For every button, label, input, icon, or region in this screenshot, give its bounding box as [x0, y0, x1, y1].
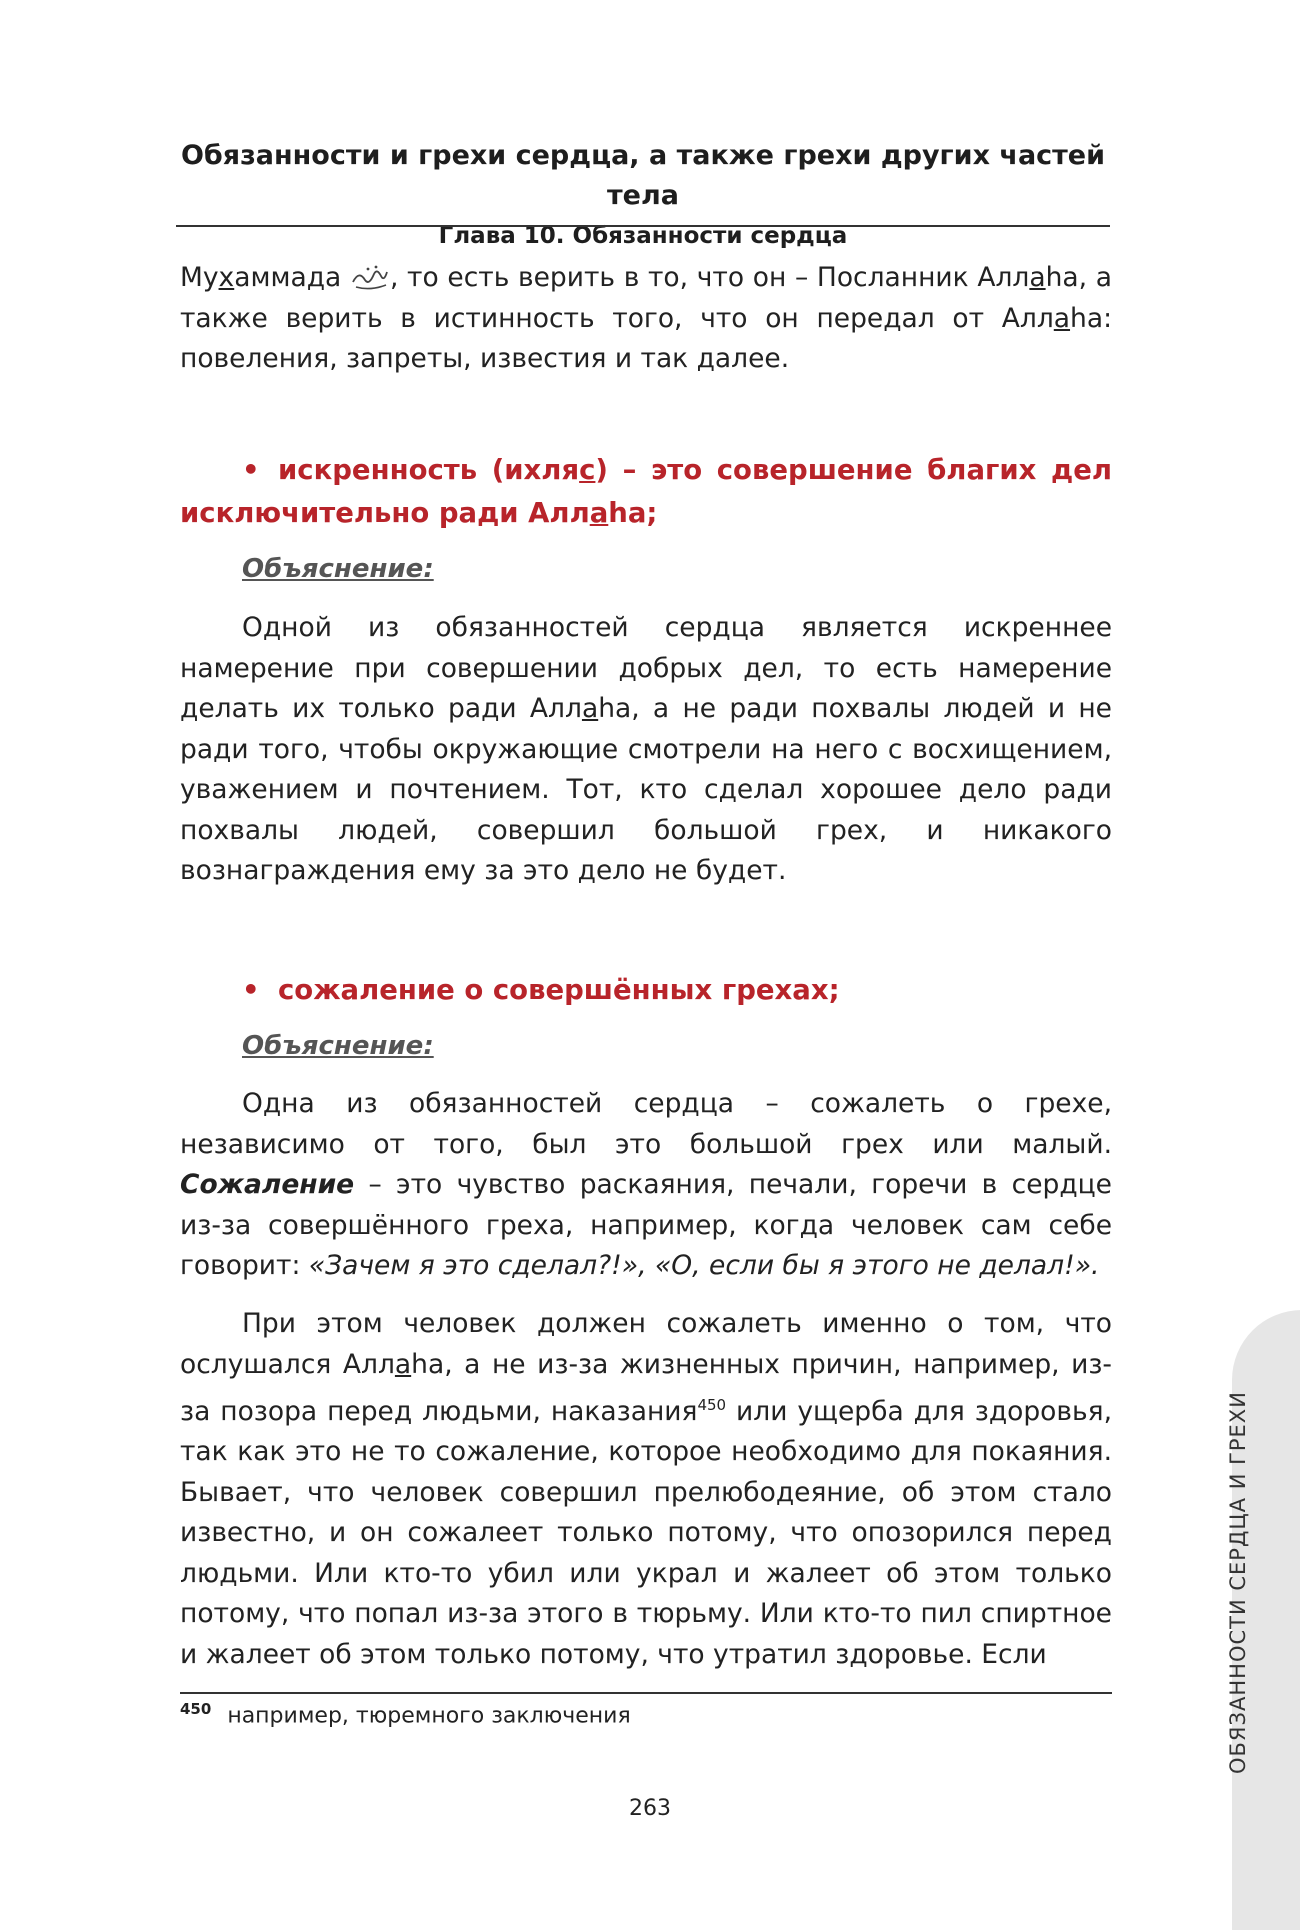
section-heading-regret: • сожаление о совершённых грехах;: [180, 969, 1112, 1012]
underlined-letter: а: [1029, 262, 1046, 293]
footnote-text: например, тюремного заключения: [227, 1703, 631, 1729]
text-run: Му: [180, 262, 219, 293]
footnote-reference[interactable]: 450: [697, 1396, 727, 1414]
book-title: Обязанности и грехи сердца, а также грехи других частей тела: [180, 140, 1106, 211]
explanation-label: Объяснение:: [242, 1031, 434, 1061]
regret-paragraph-2: При этом человек должен сожалеть именно о том, что ослушался Аллаhа, а не из-за жизненных причин, например, из-за позора перед людьми, наказания$^{450}$ или ущерба для здоровья, так как это не то сожаление, которое необходимо для покаяния. Бывает, что человек совершил прелюбодеяние, об этом стало известно, и он сожалеет только потому, что опозорился перед людьми. Или кто-то убил или украл и жалеет об этом только потому, что попал из-за этого в тюрьму. Или кто-то пил спиртное и жалеет об этом только потому, что утратил здоровье. Если: [180, 1308, 1112, 1670]
bullet-icon: •: [242, 454, 260, 486]
running-header: [176, 136, 1110, 254]
footnote: [180, 1700, 631, 1728]
quote: «Зачем я это сделал?!», «О, если бы я этого не делал!».: [308, 1250, 1100, 1281]
side-tab-label: ОБЯЗАННОСТИ СЕРДЦА И ГРЕХИ: [1226, 1391, 1250, 1774]
footnote-divider: [180, 1692, 1112, 1694]
regret-paragraph-1: Одна из обязанностей сердца – сожалеть о грехе, независимо от того, был это большой грех или малый. Сожаление – это чувство раскаяния, печали, горечи в сердце из-за совершённого греха, например, когда человек сам себе говорит: «Зачем я это сделал?!», «О, если бы я этого не делал!».: [180, 1088, 1112, 1281]
chapter-title: Глава 10. Обязанности сердца: [438, 223, 848, 249]
salawat-calligraphy-icon: [350, 262, 390, 292]
text-run: hа: повеления, запреты, известия и так далее.: [180, 302, 1112, 374]
text-run: аммада: [234, 262, 342, 293]
section-heading-sincerity: • искренность (ихляс) – это совершение благих дел исключительно ради Аллаhа;: [180, 449, 1112, 535]
sincerity-paragraph: Одной из обязанностей сердца является искреннее намерение при совершении добрых дел, то есть намерение делать их только ради Аллаhа, а не ради похвалы людей и не ради того, чтобы окружающие смотрели на него с восхищением, уважением и почтением. Тот, кто сделал хорошее дело ради похвалы людей, совершил большой грех, и никакого вознаграждения ему за это дело не будет.: [180, 612, 1112, 886]
intro-paragraph: [180, 258, 1112, 380]
bullet-icon: •: [242, 974, 260, 1006]
explanation-label: Объяснение:: [242, 554, 434, 584]
page-number: 263: [629, 1796, 671, 1821]
term-highlight: Сожаление: [180, 1169, 355, 1200]
text-run: , то есть верить в то, что он – Посланник Алл: [389, 262, 1030, 293]
header-divider: [176, 225, 1110, 227]
underlined-letter: х: [218, 262, 235, 293]
underlined-letter: а: [1053, 302, 1071, 334]
footnote-number: 450: [180, 1700, 212, 1718]
text-run: hа, а также верить в истинность того, что он передал от Алл: [180, 262, 1112, 334]
